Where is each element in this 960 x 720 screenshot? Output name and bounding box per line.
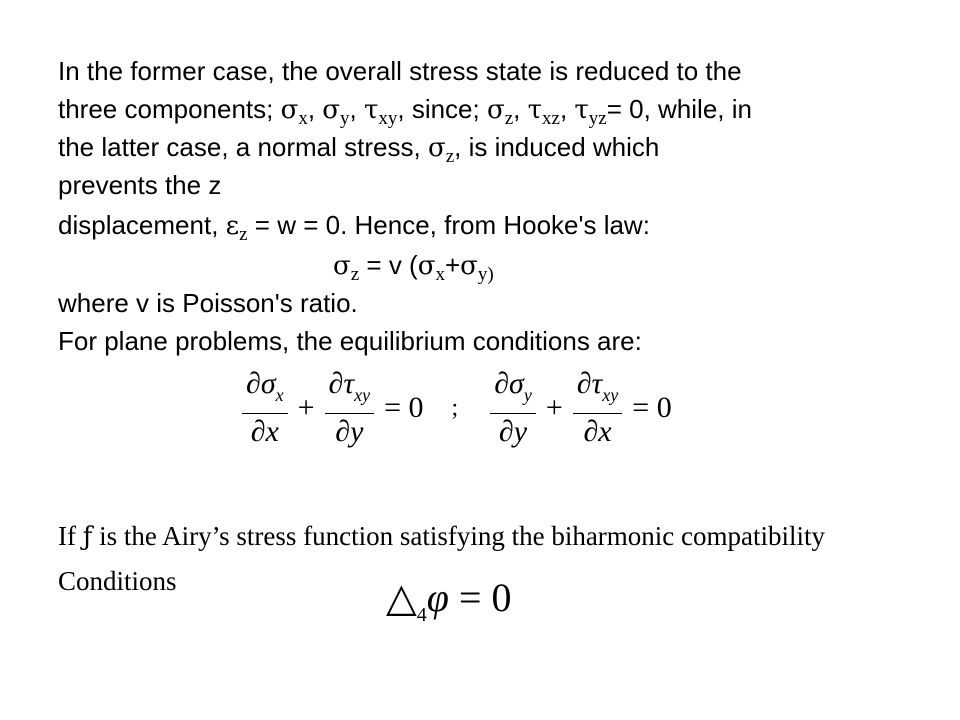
equation-middle: = v ( (359, 250, 418, 280)
hooke-equation (333, 246, 494, 285)
plus-sign: + (444, 250, 461, 280)
tau-yz-subscript: yz (588, 108, 607, 129)
tau-xz-subscript: xz (542, 108, 560, 129)
line-7-text: where v is Poisson's ratio. (58, 288, 358, 318)
sigma-z-symbol: σ (427, 133, 446, 163)
sigma-x-subscript: x (435, 264, 445, 285)
epsilon-z-symbol: ε (225, 211, 240, 241)
semicolon-separator: ; (451, 394, 459, 421)
line-3-suffix: , is induced which (454, 132, 660, 162)
since-text: , since; (397, 94, 487, 124)
phi-symbol: ƒ (82, 522, 93, 552)
comma: , (559, 94, 575, 124)
plus-sign: + (545, 391, 563, 424)
fraction-numerator: ∂τ (576, 367, 603, 400)
sigma-y-symbol: σ (322, 95, 341, 125)
phi-symbol: φ (426, 575, 449, 620)
sigma-y-symbol: σ (460, 251, 478, 281)
sigma-x-subscript: x (298, 108, 308, 129)
fraction-denominator: ∂y (335, 415, 364, 448)
sigma-z-subscript: z (504, 108, 514, 129)
sigma-z-subscript: z (350, 264, 360, 285)
line-2-suffix: = 0, while, in (606, 94, 752, 124)
airy-prefix: If (58, 521, 83, 551)
numerator-subscript: y (523, 385, 532, 405)
power-subscript: 4 (416, 604, 427, 626)
text-line-3 (58, 128, 659, 167)
equilibrium-equations (238, 366, 678, 450)
sigma-y-subscript: y (340, 108, 350, 129)
text-line-5 (58, 206, 650, 245)
text-line-7 (58, 284, 358, 322)
fraction-numerator: ∂τ (328, 367, 355, 400)
fraction-dsigmay-dy (490, 366, 536, 450)
text-line-1 (58, 52, 742, 90)
airy-text: is the Airy’s stress function satisfying the biharmonic compatibility Conditions (58, 521, 826, 596)
line-5-suffix: = w = 0. Hence, from Hooke's law: (247, 210, 650, 240)
equals-zero: = 0 (448, 575, 512, 620)
text-line-2 (58, 90, 752, 129)
sigma-z-symbol: σ (486, 95, 505, 125)
numerator-subscript: x (275, 385, 284, 405)
comma: , (307, 94, 323, 124)
line-8-text: For plane problems, the equilibrium conditions are: (58, 326, 642, 356)
plus-sign: + (297, 391, 315, 424)
line-1-text: In the former case, the overall stress state is reduced to the (58, 56, 742, 86)
numerator-subscript: xy (354, 385, 371, 405)
numerator-subscript: xy (602, 385, 619, 405)
text-line-4 (58, 166, 221, 204)
fraction-dsigmax-dx (242, 366, 288, 450)
sigma-x-symbol: σ (280, 95, 299, 125)
biharmonic-equation (386, 574, 511, 627)
sigma-z-subscript: z (445, 146, 455, 167)
fraction-denominator: ∂x (250, 415, 279, 448)
fraction-denominator: ∂x (583, 415, 612, 448)
line-5-prefix: displacement, (58, 210, 226, 240)
tau-xz-symbol: τ (527, 95, 542, 125)
text-line-8 (58, 322, 642, 360)
comma: , (513, 94, 528, 124)
fraction-numerator: ∂σ (494, 367, 524, 400)
sigma-y-subscript: y) (477, 264, 494, 285)
fraction-numerator: ∂σ (246, 367, 276, 400)
fraction-denominator: ∂y (498, 415, 528, 448)
fraction-dtauxy-dx (573, 366, 623, 450)
epsilon-z-subscript: z (239, 224, 248, 245)
tau-xy-subscript: xy (378, 108, 398, 129)
sigma-x-symbol: σ (417, 251, 436, 281)
line-2-prefix: three components; (58, 94, 281, 124)
comma: , (349, 94, 364, 124)
tau-xy-symbol: τ (363, 95, 379, 125)
fraction-dtauxy-dy (325, 366, 375, 450)
line-3-prefix: the latter case, a normal stress, (58, 132, 428, 162)
laplacian-icon: △ (386, 575, 417, 621)
sigma-z-symbol: σ (333, 251, 351, 281)
equals-zero: = 0 (632, 391, 672, 424)
line-4-text: prevents the z (58, 170, 222, 200)
tau-yz-symbol: τ (574, 95, 589, 125)
equals-zero: = 0 (384, 391, 424, 424)
